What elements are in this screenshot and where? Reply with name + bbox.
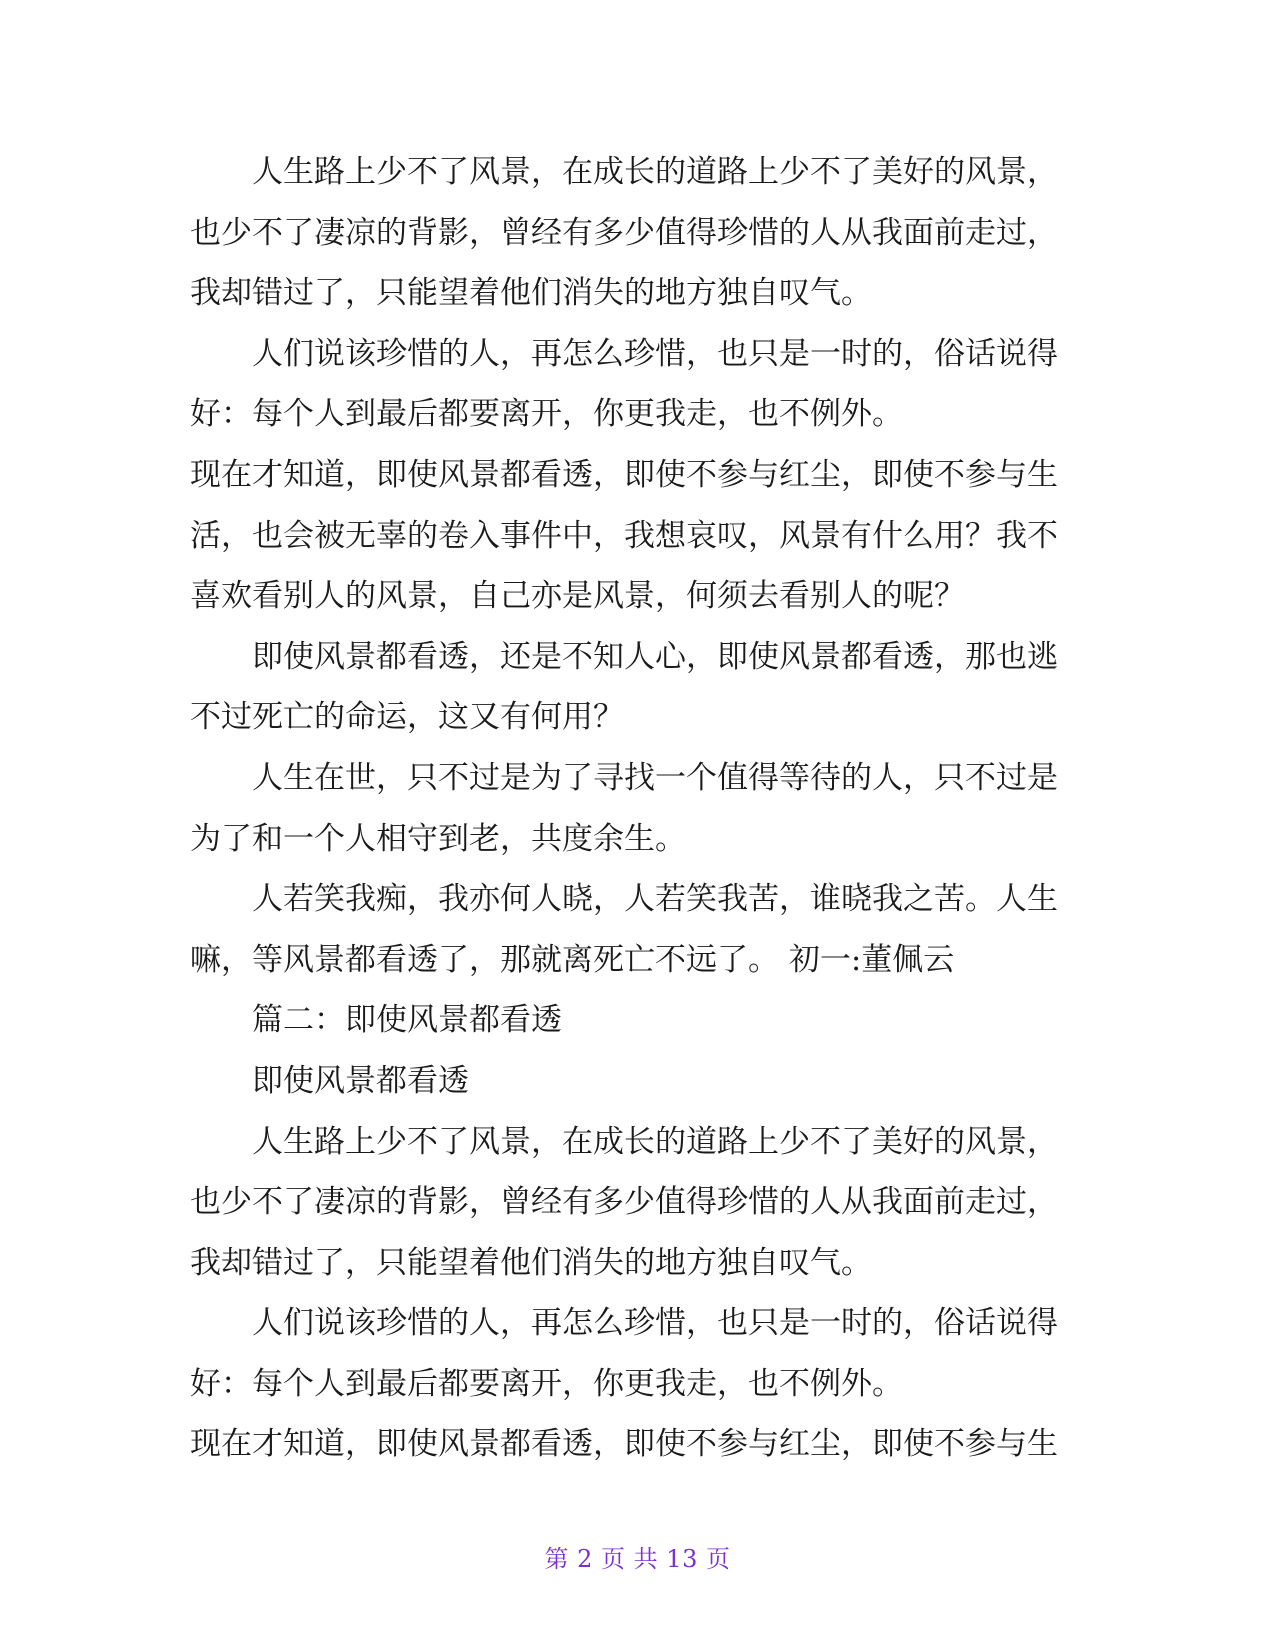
text-line: 现在才知道，即使风景都看透，即使不参与红尘，即使不参与生: [190, 1426, 1058, 1463]
text-line: 活，也会被无辜的卷入事件中，我想哀叹，风景有什么用？我不: [190, 517, 1058, 554]
text-line: 人们说该珍惜的人，再怎么珍惜，也只是一时的，俗话说得: [252, 335, 1058, 372]
text-line: 篇二：即使风景都看透: [252, 1002, 562, 1039]
text-line: 现在才知道，即使风景都看透，即使不参与红尘，即使不参与生: [190, 456, 1058, 493]
document-body: [190, 142, 1070, 1475]
text-line: 即使风景都看透，还是不知人心，即使风景都看透，那也逃: [252, 638, 1058, 675]
text-line: 为了和一个人相守到老，共度余生。: [190, 820, 686, 857]
text-line: 不过死亡的命运，这又有何用？: [190, 699, 624, 736]
text-line: 人生路上少不了风景，在成长的道路上少不了美好的风景，: [252, 1123, 1058, 1160]
text-line: 我却错过了，只能望着他们消失的地方独自叹气。: [190, 1244, 872, 1281]
text-line: 人生路上少不了风景，在成长的道路上少不了美好的风景，: [252, 154, 1058, 190]
text-line: 喜欢看别人的风景，自己亦是风景，何须去看别人的呢？: [190, 578, 965, 615]
text-line: 人若笑我痴，我亦何人晓，人若笑我苦，谁晓我之苦。人生: [252, 881, 1058, 918]
text-line: 人生在世，只不过是为了寻找一个值得等待的人，只不过是: [252, 759, 1058, 796]
text-line: 也少不了凄凉的背影，曾经有多少值得珍惜的人从我面前走过，: [190, 214, 1058, 251]
text-line: 我却错过了，只能望着他们消失的地方独自叹气。: [190, 275, 872, 312]
text-line: 也少不了凄凉的背影，曾经有多少值得珍惜的人从我面前走过，: [190, 1184, 1058, 1221]
text-line: 即使风景都看透: [252, 1062, 469, 1099]
text-line: 好：每个人到最后都要离开，你更我走，也不例外。: [190, 1365, 903, 1402]
text-line: 人们说该珍惜的人，再怎么珍惜，也只是一时的，俗话说得: [252, 1305, 1058, 1342]
text-line: 嘛，等风景都看透了，那就离死亡不远了。 初一:董佩云: [190, 941, 955, 978]
page-footer: 第 2 页 共 13 页: [544, 1545, 731, 1573]
text-line: 好：每个人到最后都要离开，你更我走，也不例外。: [190, 396, 903, 433]
